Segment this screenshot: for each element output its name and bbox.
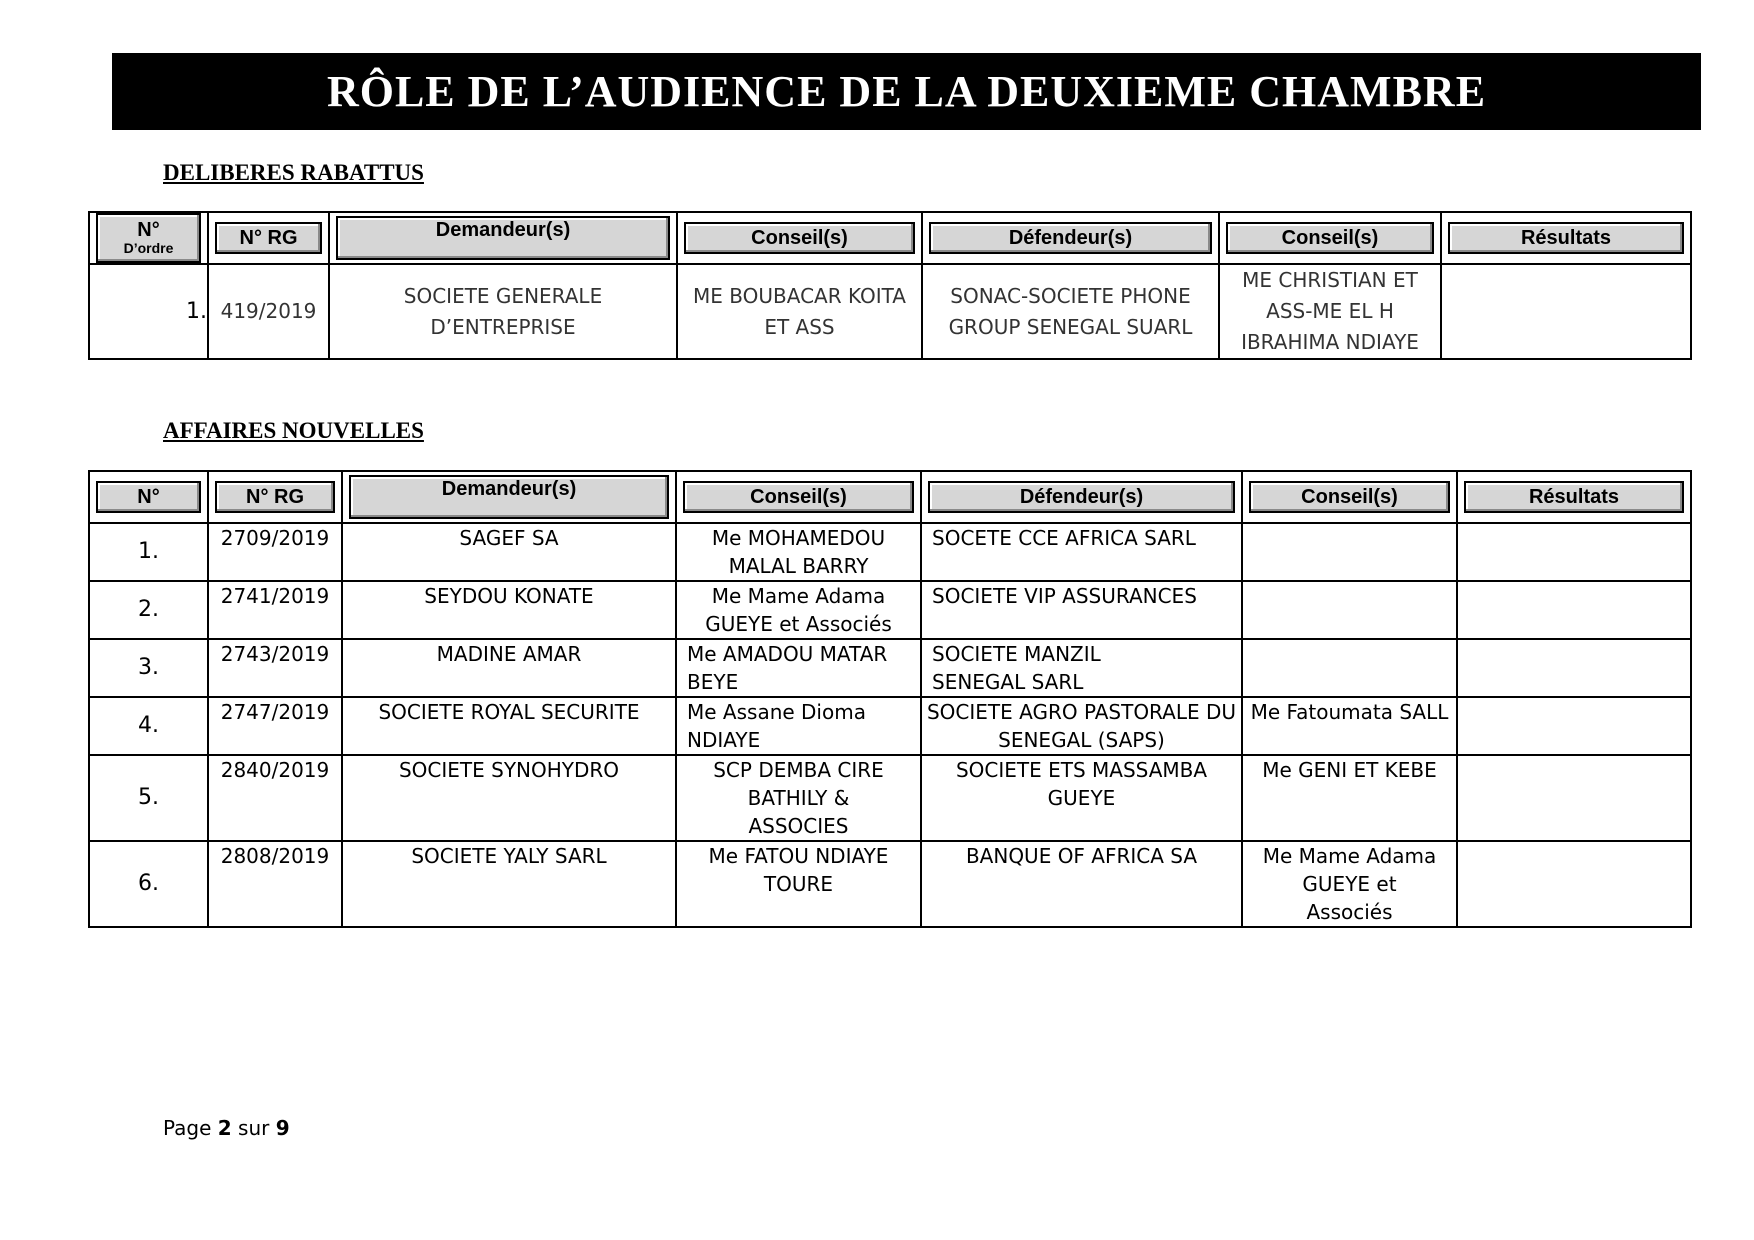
order-cell: 1.	[89, 264, 208, 359]
deliberes-table	[88, 211, 1692, 360]
conseil-cell: ME BOUBACAR KOITA ET ASS	[677, 264, 922, 359]
conseil-defendeur-cell: ME CHRISTIAN ET ASS-ME EL H IBRAHIMA NDIAYE	[1219, 264, 1441, 359]
page-separator: sur	[231, 1116, 276, 1140]
defendeur-cell: SOCIETE VIP ASSURANCES	[921, 581, 1242, 639]
page-current: 2	[217, 1116, 232, 1140]
table-row	[89, 523, 1691, 581]
col-header-order	[89, 212, 208, 264]
col-header-defendeur	[922, 212, 1219, 264]
rg-cell: 419/2019	[208, 264, 329, 359]
section-title-deliberes: DELIBERES RABATTUS	[163, 160, 424, 185]
demandeur-cell: SOCIETE SYNOHYDRO	[342, 755, 676, 841]
conseil-cell: SCP DEMBA CIRE BATHILY & ASSOCIES	[676, 755, 921, 841]
resultats-header-label: Résultats	[1448, 222, 1684, 254]
demandeur-cell: SOCIETE GENERALE D’ENTREPRISE	[329, 264, 677, 359]
defendeur-cell: SOCIETE ETS MASSAMBA GUEYE	[921, 755, 1242, 841]
conseil-cell: Me AMADOU MATAR BEYE	[676, 639, 921, 697]
conseil-header-label: Conseil(s)	[683, 481, 914, 513]
col-header-demandeur	[329, 212, 677, 264]
demandeur-header-label: Demandeur(s)	[349, 475, 669, 519]
col-header-defendeur	[921, 471, 1242, 523]
demandeur-cell: MADINE AMAR	[342, 639, 676, 697]
defendeur-header-label: Défendeur(s)	[929, 222, 1212, 254]
table-row	[89, 581, 1691, 639]
order-header-label: N°	[137, 219, 160, 241]
col-header-conseil	[677, 212, 922, 264]
page-total: 9	[275, 1116, 290, 1140]
col-header-resultats	[1457, 471, 1691, 523]
conseil-defendeur-header-label: Conseil(s)	[1226, 222, 1434, 254]
order-header-sublabel: D’ordre	[123, 240, 174, 256]
rg-cell: 2808/2019	[208, 841, 342, 927]
conseil-defendeur-cell: Me GENI ET KEBE	[1242, 755, 1457, 841]
demandeur-cell: SOCIETE ROYAL SECURITE	[342, 697, 676, 755]
table-header-row	[89, 471, 1691, 523]
conseil-cell: Me Assane Dioma NDIAYE	[676, 697, 921, 755]
conseil-defendeur-header-label: Conseil(s)	[1249, 481, 1450, 513]
order-cell: 4.	[89, 697, 208, 755]
col-header-demandeur	[342, 471, 676, 523]
col-header-rg	[208, 212, 329, 264]
conseil-defendeur-cell	[1242, 581, 1457, 639]
order-cell: 6.	[89, 841, 208, 927]
col-header-conseil-defendeur	[1242, 471, 1457, 523]
rg-header-label: N° RG	[215, 222, 322, 254]
table-row	[89, 264, 1691, 359]
resultats-cell	[1457, 523, 1691, 581]
resultats-cell	[1457, 841, 1691, 927]
section-title-affaires-nouvelles: AFFAIRES NOUVELLES	[163, 418, 424, 443]
resultats-header-label: Résultats	[1464, 481, 1684, 513]
rg-cell: 2743/2019	[208, 639, 342, 697]
conseil-cell: Me Mame Adama GUEYE et Associés	[676, 581, 921, 639]
affaires-nouvelles-table	[88, 470, 1692, 928]
resultats-cell	[1441, 264, 1691, 359]
demandeur-cell: SEYDOU KONATE	[342, 581, 676, 639]
rg-cell: 2741/2019	[208, 581, 342, 639]
conseil-defendeur-cell	[1242, 639, 1457, 697]
defendeur-cell: SOCIETE MANZIL SENEGAL SARL	[921, 639, 1242, 697]
table-row	[89, 755, 1691, 841]
rg-header-label: N° RG	[215, 481, 335, 513]
order-cell: 3.	[89, 639, 208, 697]
resultats-cell	[1457, 581, 1691, 639]
col-header-conseil-defendeur	[1219, 212, 1441, 264]
defendeur-cell: BANQUE OF AFRICA SA	[921, 841, 1242, 927]
table-header-row	[89, 212, 1691, 264]
defendeur-cell: SONAC-SOCIETE PHONE GROUP SENEGAL SUARL	[922, 264, 1219, 359]
page-footer	[163, 1116, 290, 1140]
defendeur-cell: SOCETE CCE AFRICA SARL	[921, 523, 1242, 581]
conseil-defendeur-cell	[1242, 523, 1457, 581]
order-cell: 1.	[89, 523, 208, 581]
resultats-cell	[1457, 755, 1691, 841]
rg-cell: 2840/2019	[208, 755, 342, 841]
resultats-cell	[1457, 697, 1691, 755]
col-header-rg	[208, 471, 342, 523]
page-title: RÔLE DE L’AUDIENCE DE LA DEUXIEME CHAMBRE	[326, 67, 1487, 116]
col-header-conseil	[676, 471, 921, 523]
page-label: Page	[163, 1116, 218, 1140]
rg-cell: 2709/2019	[208, 523, 342, 581]
conseil-header-label: Conseil(s)	[684, 222, 915, 254]
order-cell: 2.	[89, 581, 208, 639]
conseil-cell: Me FATOU NDIAYE TOURE	[676, 841, 921, 927]
col-header-resultats	[1441, 212, 1691, 264]
rg-cell: 2747/2019	[208, 697, 342, 755]
conseil-defendeur-cell: Me Mame Adama GUEYE et Associés	[1242, 841, 1457, 927]
table-row	[89, 639, 1691, 697]
conseil-defendeur-cell: Me Fatoumata SALL	[1242, 697, 1457, 755]
resultats-cell	[1457, 639, 1691, 697]
demandeur-header-label: Demandeur(s)	[336, 216, 670, 260]
order-cell: 5.	[89, 755, 208, 841]
table-row	[89, 841, 1691, 927]
conseil-cell: Me MOHAMEDOU MALAL BARRY	[676, 523, 921, 581]
defendeur-cell: SOCIETE AGRO PASTORALE DU SENEGAL (SAPS)	[921, 697, 1242, 755]
title-banner	[112, 53, 1701, 130]
demandeur-cell: SOCIETE YALY SARL	[342, 841, 676, 927]
order-header-label: N°	[96, 481, 201, 513]
demandeur-cell: SAGEF SA	[342, 523, 676, 581]
table-row	[89, 697, 1691, 755]
defendeur-header-label: Défendeur(s)	[928, 481, 1235, 513]
col-header-order	[89, 471, 208, 523]
